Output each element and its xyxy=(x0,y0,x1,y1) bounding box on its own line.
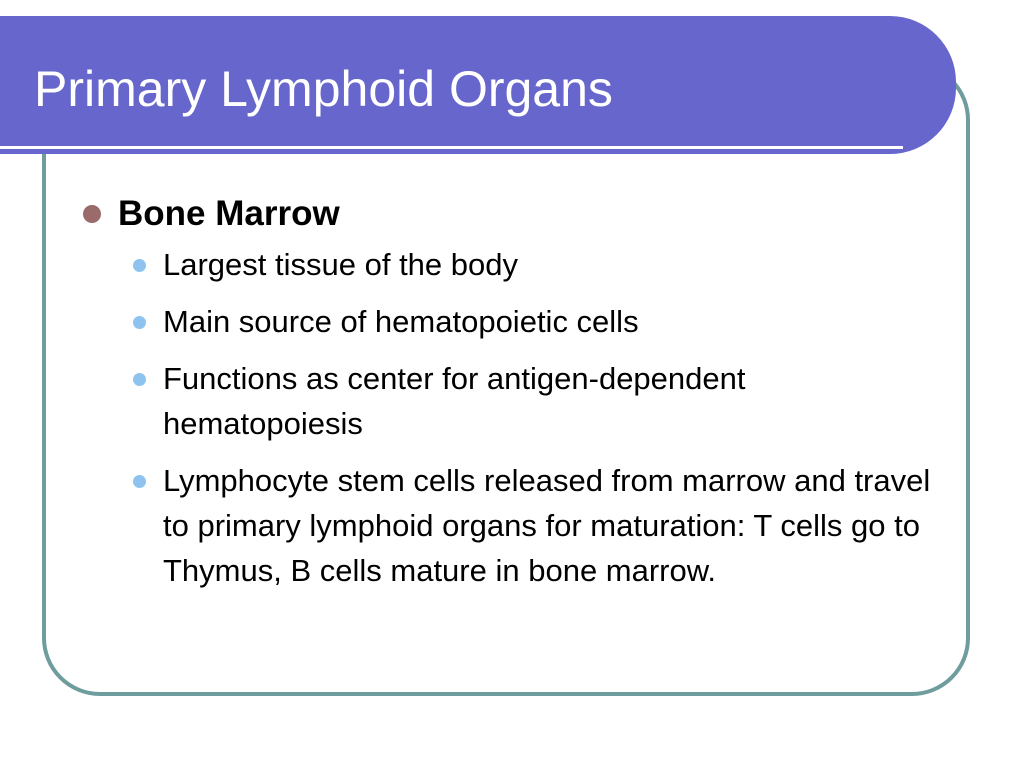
sub-bullet-item xyxy=(80,458,953,593)
sub-bullet-dot-icon xyxy=(133,373,146,386)
sub-bullet-item xyxy=(80,242,953,287)
sub-bullet-item xyxy=(80,356,953,446)
sub-bullet-text: Lymphocyte stem cells released from marrow and travel to primary lymphoid organs for maturation: T cells go to Thymus, B cells mature in bone marrow. xyxy=(163,463,931,588)
sub-bullet-item xyxy=(80,299,953,344)
title-bar xyxy=(0,16,956,154)
sub-bullet-text: Functions as center for antigen-dependent hematopoiesis xyxy=(163,361,746,441)
sub-bullet-text: Largest tissue of the body xyxy=(163,247,519,282)
sub-bullet-list xyxy=(80,242,950,593)
bullet-bone-marrow xyxy=(80,192,950,236)
sub-bullet-dot-icon xyxy=(133,475,146,488)
bullet-label: Bone Marrow xyxy=(118,194,340,233)
sub-bullet-dot-icon xyxy=(133,316,146,329)
bullet-dot-icon xyxy=(83,205,101,223)
title-underline xyxy=(0,146,903,149)
slide-title: Primary Lymphoid Organs xyxy=(34,61,613,117)
bullet-list xyxy=(80,192,950,605)
sub-bullet-dot-icon xyxy=(133,259,146,272)
sub-bullet-text: Main source of hematopoietic cells xyxy=(163,304,639,339)
